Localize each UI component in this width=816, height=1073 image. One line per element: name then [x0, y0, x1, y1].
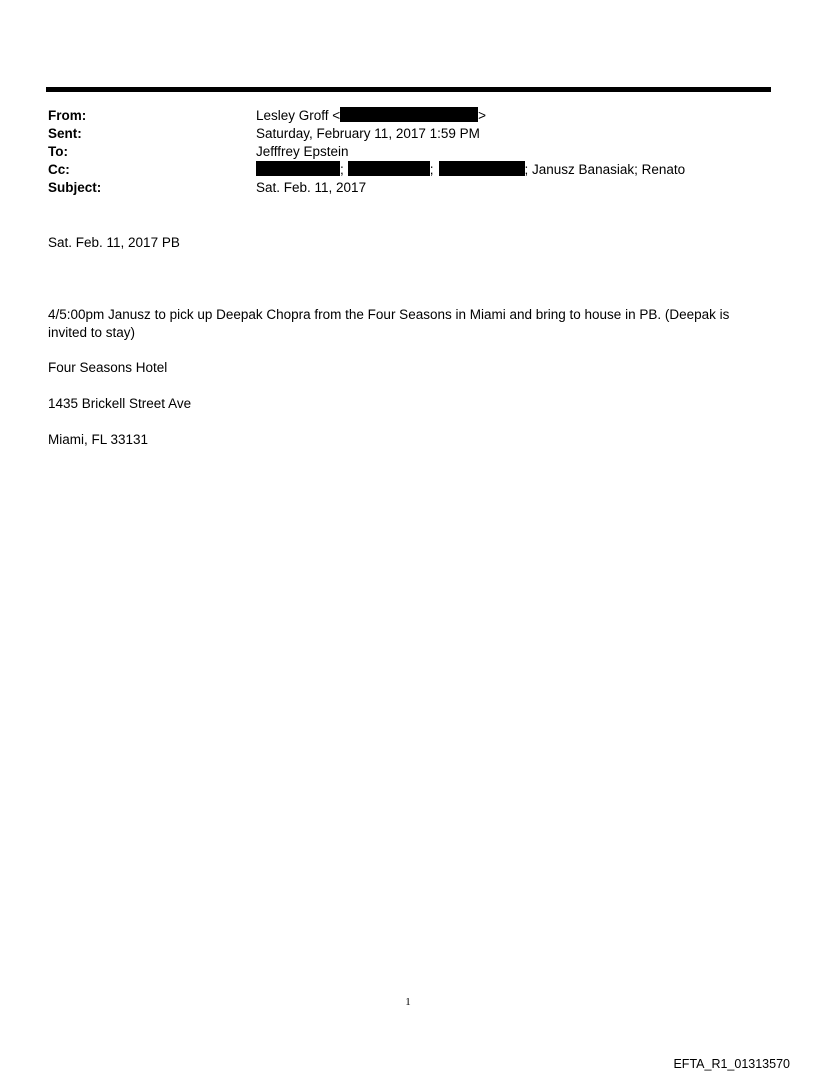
body-line-city: Miami, FL 33131	[48, 432, 149, 447]
redaction-box	[348, 161, 430, 176]
redaction-box	[340, 107, 478, 122]
sent-value: Saturday, February 11, 2017 1:59 PM	[256, 126, 480, 141]
redaction-box	[256, 161, 340, 176]
from-close: >	[478, 108, 487, 123]
header-divider	[46, 87, 771, 92]
sent-label: Sent:	[48, 126, 82, 141]
subject-label: Subject:	[48, 180, 102, 195]
cc-separator: ;	[340, 162, 344, 177]
from-label: From:	[48, 108, 87, 123]
subject-value: Sat. Feb. 11, 2017	[256, 180, 367, 195]
body-paragraph: 4/5:00pm Janusz to pick up Deepak Chopra from the Four Seasons in Miami and bring to house in PB. (Deepak is invited to stay)	[48, 307, 730, 340]
page-number: 1	[405, 996, 411, 1008]
body-line-date: Sat. Feb. 11, 2017 PB	[48, 235, 180, 250]
cc-value	[256, 161, 685, 179]
cc-label: Cc:	[48, 162, 70, 177]
from-name: Lesley Groff <	[256, 108, 341, 123]
to-label: To:	[48, 144, 68, 159]
body-line-hotel: Four Seasons Hotel	[48, 360, 168, 375]
cc-separator: ;	[429, 162, 434, 177]
body-line-street: 1435 Brickell Street Ave	[48, 396, 192, 411]
cc-tail: ; Janusz Banasiak; Renato	[524, 162, 686, 177]
redaction-box	[439, 161, 525, 176]
to-value: Jefffrey Epstein	[256, 144, 349, 159]
from-value	[256, 107, 486, 125]
document-id: EFTA_R1_01313570	[673, 1057, 790, 1071]
